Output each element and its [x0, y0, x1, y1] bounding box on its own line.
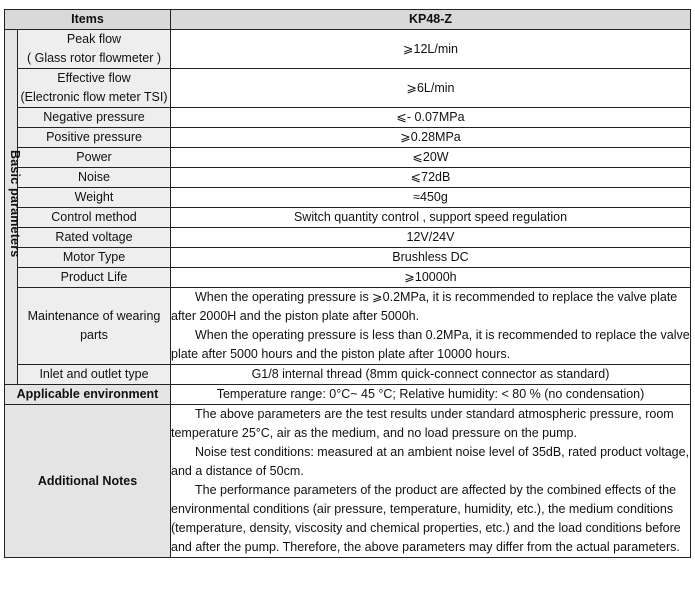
table-row: [5, 228, 691, 248]
table-row: [5, 365, 691, 385]
item-positive-pressure: Positive pressure: [18, 128, 171, 148]
item-effective-flow: Effective flow (Electronic flow meter TSI): [18, 69, 171, 108]
table-row: [5, 30, 691, 69]
table-row: [5, 268, 691, 288]
table-row: [5, 108, 691, 128]
environment-value: Temperature range: 0°C~ 45 °C; Relative humidity: < 80 % (no condensation): [171, 385, 691, 405]
header-row: [5, 10, 691, 30]
item-peak-flow: Peak flow ( Glass rotor flowmeter ): [18, 30, 171, 69]
value-product-life: ⩾10000h: [171, 268, 691, 288]
value-inlet-outlet: G1/8 internal thread (8mm quick-connect connector as standard): [171, 365, 691, 385]
item-motor-type: Motor Type: [18, 248, 171, 268]
item-control-method: Control method: [18, 208, 171, 228]
items-header: Items: [5, 10, 171, 30]
table-row: [5, 69, 691, 108]
basic-parameters-label: Basic parameters: [5, 30, 18, 385]
table-row: [5, 188, 691, 208]
item-product-life: Product Life: [18, 268, 171, 288]
note-paragraph: Noise test conditions: measured at an ambient noise level of 35dB, rated product voltage, and a distance of 50cm.: [171, 445, 690, 478]
value-power: ⩽20W: [171, 148, 691, 168]
table-row: [5, 405, 691, 558]
value-control-method: Switch quantity control , support speed regulation: [171, 208, 691, 228]
item-inlet-outlet: Inlet and outlet type: [18, 365, 171, 385]
table-row: [5, 248, 691, 268]
table-row: [5, 168, 691, 188]
item-maintenance: Maintenance of wearing parts: [18, 288, 171, 365]
additional-notes-label: Additional Notes: [5, 405, 171, 558]
item-negative-pressure: Negative pressure: [18, 108, 171, 128]
table-row: [5, 385, 691, 405]
value-positive-pressure: ⩾0.28MPa: [171, 128, 691, 148]
value-rated-voltage: 12V/24V: [171, 228, 691, 248]
note-paragraph: The performance parameters of the product are affected by the combined effects of the environmental conditions (air pressure, temperature, humidity, etc.), the medium conditions (temperature, density, viscosity and chemical properties, etc.) and the load conditions before and after the pump. Therefore, the above parameters may differ from the actual parameters.: [171, 483, 681, 554]
spec-table: [4, 9, 691, 558]
item-rated-voltage: Rated voltage: [18, 228, 171, 248]
value-negative-pressure: ⩽- 0.07MPa: [171, 108, 691, 128]
value-motor-type: Brushless DC: [171, 248, 691, 268]
table-row: [5, 288, 691, 365]
maintenance-paragraph: When the operating pressure is ⩾0.2MPa, it is recommended to replace the valve plate after 2000H and the piston plate after 5000h.: [171, 290, 678, 323]
maintenance-paragraph: When the operating pressure is less than 0.2MPa, it is recommended to replace the valve plate after 5000 hours and the piston plate after 10000 hours.: [171, 328, 690, 361]
table-row: [5, 208, 691, 228]
table-row: [5, 148, 691, 168]
item-weight: Weight: [18, 188, 171, 208]
item-noise: Noise: [18, 168, 171, 188]
value-maintenance: [171, 288, 691, 365]
value-effective-flow: ⩾6L/min: [171, 69, 691, 108]
item-power: Power: [18, 148, 171, 168]
note-paragraph: The above parameters are the test results under standard atmospheric pressure, room temperature 25°C, air as the medium, and no load pressure on the pump.: [171, 407, 674, 440]
table-row: [5, 128, 691, 148]
environment-label: Applicable environment: [5, 385, 171, 405]
value-weight: ≈450g: [171, 188, 691, 208]
model-header: KP48-Z: [171, 10, 691, 30]
additional-notes-value: [171, 405, 691, 558]
value-noise: ⩽72dB: [171, 168, 691, 188]
value-peak-flow: ⩾12L/min: [171, 30, 691, 69]
